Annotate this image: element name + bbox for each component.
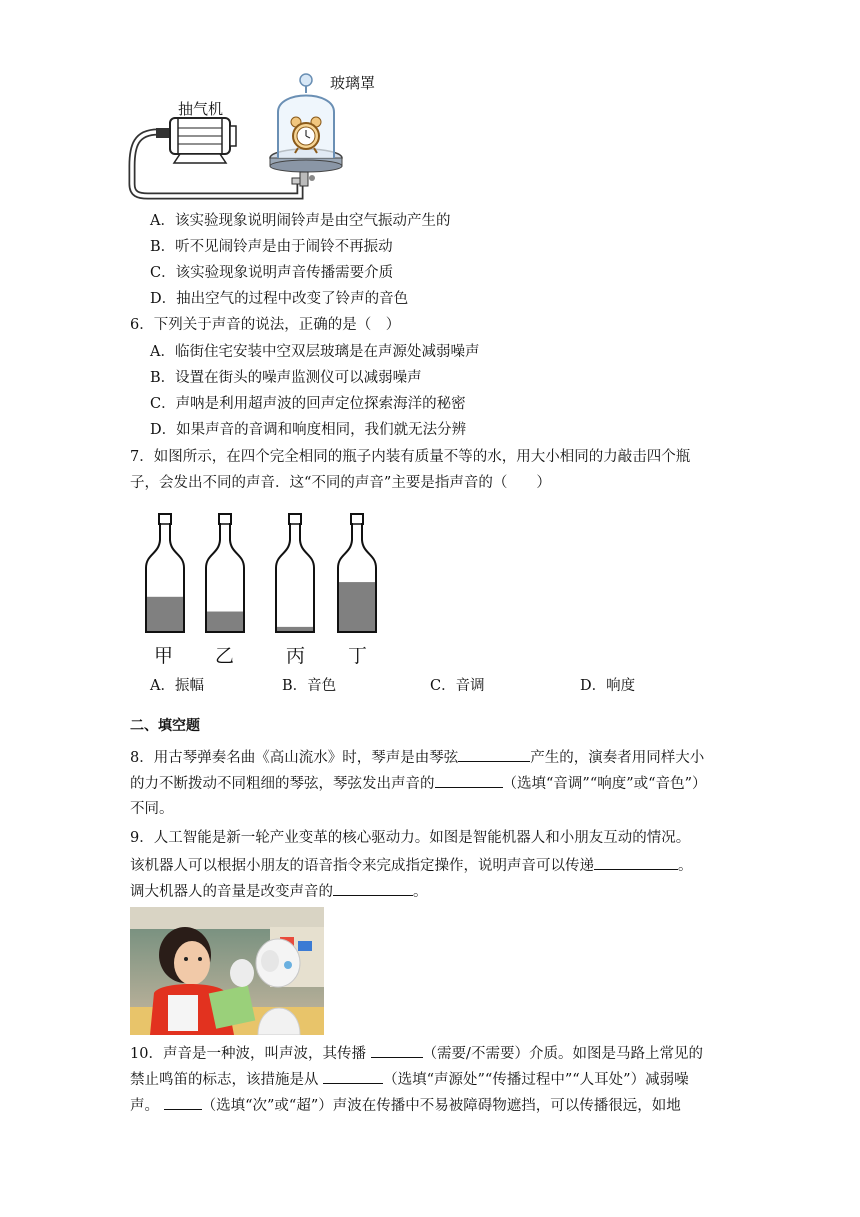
q10-blank-3[interactable]: [164, 1095, 202, 1110]
q7-option-d: D．响度: [580, 678, 636, 694]
bottles-diagram: [140, 510, 390, 635]
q8-line2-text-b: （选填“音调”“响度”或“音色”）: [502, 776, 707, 792]
q9-line3: [130, 881, 428, 902]
q5-option-b: B．听不见闹铃声是由于闹铃不再振动: [150, 239, 393, 255]
robot-child-illustration: [130, 907, 324, 1035]
q9-line2-text-b: 。: [678, 858, 693, 874]
q7-option-a: A．振幅: [150, 678, 204, 694]
q10-line2-text-b: （选填“声源处”“传播过程中”“人耳处”）减弱噪: [383, 1072, 689, 1088]
q10-line1: [130, 1043, 703, 1064]
section-heading: 二、填空题: [130, 718, 200, 734]
q5-option-a: A．该实验现象说明闹铃声是由空气振动产生的: [150, 213, 451, 229]
robot-child-photo: [130, 907, 324, 1035]
q7-stem-line1: 7．如图所示，在四个完全相同的瓶子内装有质量不等的水，用大小相同的力敲击四个瓶: [130, 449, 691, 465]
bottle-jia: [146, 514, 184, 632]
q10-line3: [130, 1095, 681, 1116]
q5-option-c: C．该实验现象说明声音传播需要介质: [150, 265, 394, 281]
q9-line1: 9．人工智能是新一轮产业变革的核心驱动力。如图是智能机器人和小朋友互动的情况。: [130, 830, 691, 846]
bottle-bing: [276, 514, 314, 632]
q6-option-b: B．设置在街头的噪声监测仪可以减弱噪声: [150, 370, 422, 386]
bottle-ding: [338, 514, 376, 632]
q8-line1-text-b: 产生的，演奏者用同样大小: [530, 750, 705, 766]
q9-line3-text-a: 调大机器人的音量是改变声音的: [130, 884, 333, 900]
q10-line1-text-a: 10．声音是一种波，叫声波，其传播: [130, 1046, 371, 1062]
q7-option-b: B．音色: [282, 678, 337, 694]
bottle-label-jia: 甲: [154, 645, 174, 667]
q9-line2-text-a: 该机器人可以根据小朋友的语音指令来完成指定操作，说明声音可以传递: [130, 858, 594, 874]
q8-line1-text-a: 8．用古琴弹奏名曲《高山流水》时，琴声是由琴弦: [130, 750, 459, 766]
bottle-water-yi: [206, 612, 244, 632]
q8-line1: [130, 747, 704, 768]
bottle-outline-bing: [276, 514, 314, 632]
q8-blank-2[interactable]: [435, 773, 503, 788]
q6-option-d: D．如果声音的音调和响度相同，我们就无法分辨: [150, 422, 467, 438]
bottles-figure: [140, 510, 390, 665]
bottle-label-bing: 丙: [286, 645, 306, 667]
bell-jar-label: 玻璃罩: [330, 74, 376, 92]
q8-blank-1[interactable]: [458, 747, 530, 762]
q8-line2-text-a: 的力不断拨动不同粗细的琴弦，琴弦发出声音的: [130, 776, 435, 792]
q10-line3-text-a: 声。: [130, 1098, 164, 1114]
q10-line2-text-a: 禁止鸣笛的标志，该措施是从: [130, 1072, 324, 1088]
q8-line3: 不同。: [130, 801, 174, 817]
bottle-water-ding: [338, 582, 376, 632]
q7-option-c: C．音调: [430, 678, 485, 694]
pump-label: 抽气机: [178, 100, 224, 118]
q9-blank-1[interactable]: [594, 855, 678, 870]
bottle-label-yi: 乙: [215, 645, 235, 667]
q7-stem-line2: 子，会发出不同的声音．这“不同的声音”主要是指声音的（ ）: [130, 475, 551, 491]
q10-line3-text-b: （选填“次”或“超”）声波在传播中不易被障碍物遮挡，可以传播很远，如地: [201, 1098, 681, 1114]
bottle-yi: [206, 514, 244, 632]
q6-stem: 6．下列关于声音的说法，正确的是（ ）: [130, 317, 401, 333]
q10-blank-2[interactable]: [323, 1069, 383, 1084]
q10-line1-text-b: （需要/不需要）介质。如图是马路上常见的: [422, 1046, 703, 1062]
q6-option-a: A．临街住宅安装中空双层玻璃是在声源处减弱噪声: [150, 344, 480, 360]
q8-line2: [130, 773, 706, 794]
q9-line3-text-b: 。: [413, 884, 428, 900]
q6-option-c: C．声呐是利用超声波的回声定位探索海洋的秘密: [150, 396, 466, 412]
q10-blank-1[interactable]: [371, 1043, 423, 1058]
q10-line2: [130, 1069, 689, 1090]
bottle-water-jia: [146, 597, 184, 632]
q5-option-d: D．抽出空气的过程中改变了铃声的音色: [150, 291, 409, 307]
q9-blank-2[interactable]: [333, 881, 413, 896]
vacuum-pump-figure: [128, 66, 398, 201]
bottle-label-ding: 丁: [348, 645, 368, 667]
q9-line2: [130, 855, 693, 876]
